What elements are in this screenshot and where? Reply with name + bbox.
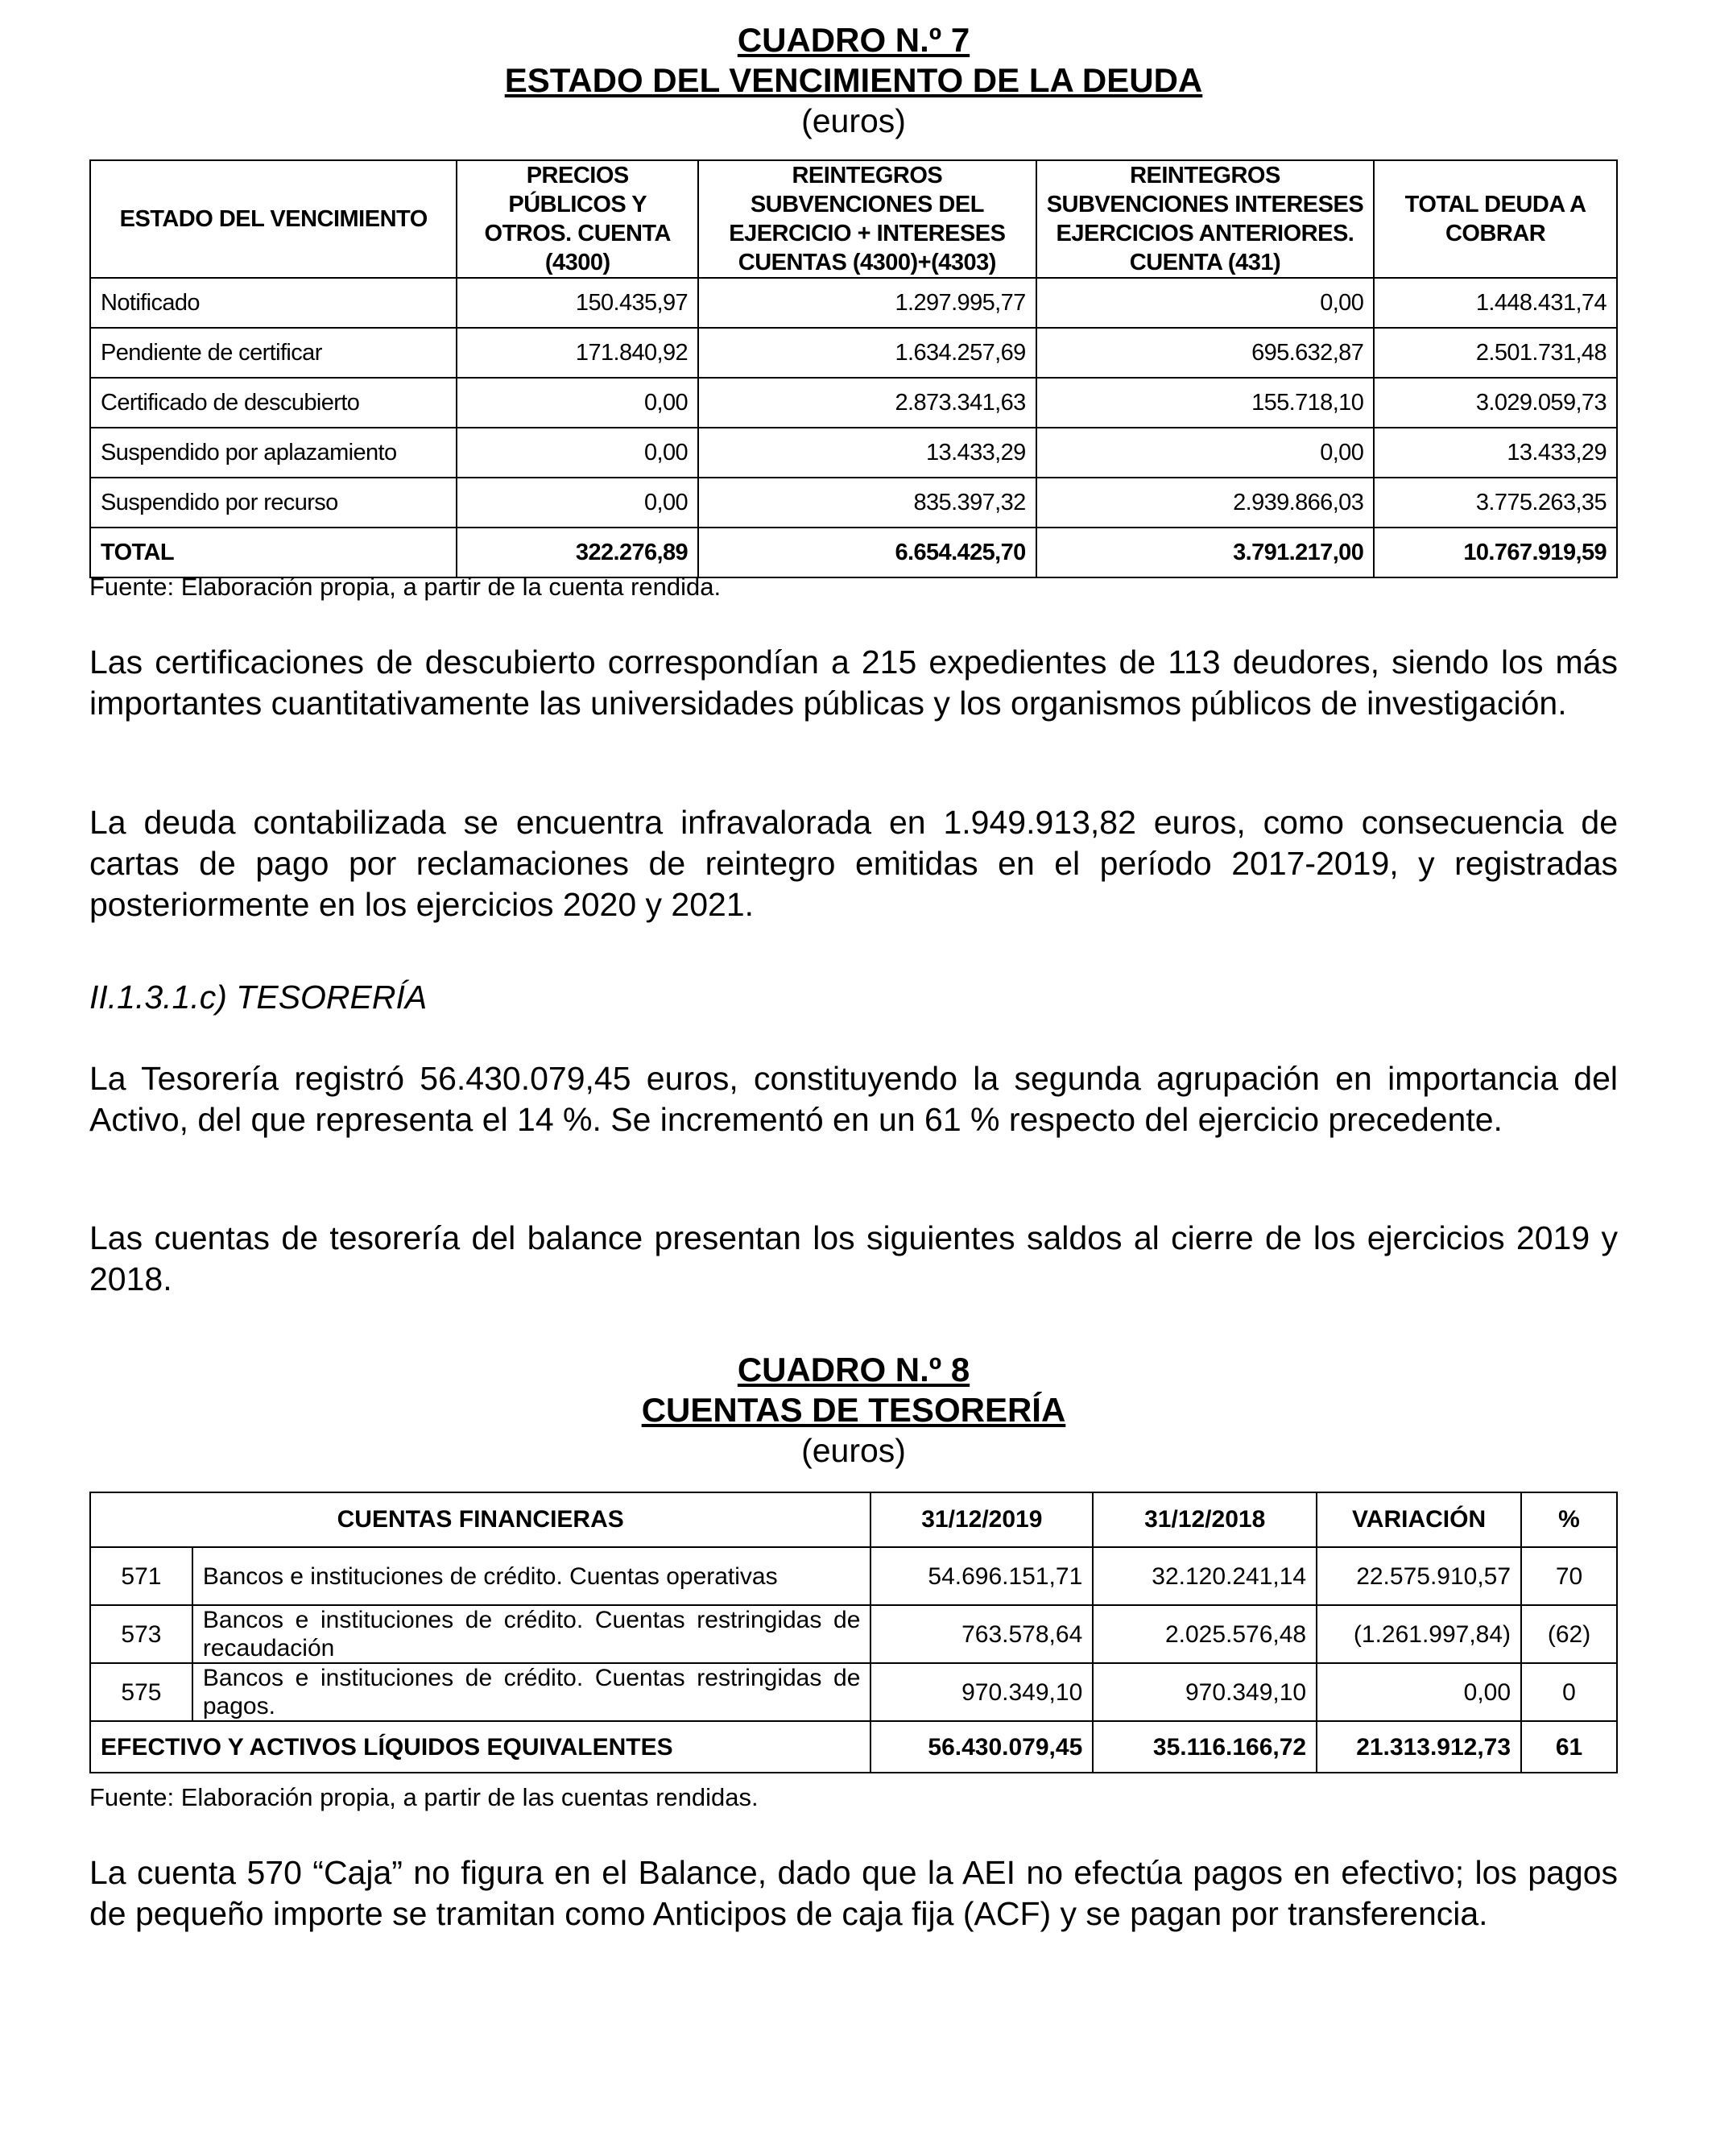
table-row: [90, 378, 1617, 428]
table-cell: 70: [1521, 1547, 1617, 1605]
table-cell: 155.718,10: [1036, 378, 1375, 428]
table-header-row: [90, 1492, 1617, 1547]
table-cell: (1.261.997,84): [1317, 1605, 1521, 1663]
row-label: Suspendido por aplazamiento: [90, 428, 457, 478]
table-cell: 22.575.910,57: [1317, 1547, 1521, 1605]
table-cell: 0,00: [1036, 428, 1375, 478]
total-row: [90, 1721, 1617, 1773]
table-cell: 21.313.912,73: [1317, 1721, 1521, 1773]
table-cell: 1.634.257,69: [698, 328, 1036, 378]
total-row: [90, 528, 1617, 577]
cuadro8-header: [89, 1350, 1618, 1471]
column-header: PRECIOS PÚBLICOS Y OTROS. CUENTA (4300): [457, 160, 698, 278]
row-label: EFECTIVO Y ACTIVOS LÍQUIDOS EQUIVALENTES: [90, 1721, 870, 1773]
paragraph: La Tesorería registró 56.430.079,45 euros, constituyendo la segunda agrupación en importancia del Activo, del que representa el 14 %. Se incrementó en un 61 % respecto del ejercicio precedente.: [89, 1060, 1618, 1138]
table-row: [90, 1547, 1617, 1605]
table-cell: 3.791.217,00: [1036, 528, 1375, 577]
cuadro7-source: Fuente: Elaboración propia, a partir de la cuenta rendida.: [89, 573, 722, 601]
table-cell: 0,00: [457, 428, 698, 478]
table-cell: 970.349,10: [870, 1663, 1093, 1721]
table-cell: 1.297.995,77: [698, 278, 1036, 328]
paragraph: La deuda contabilizada se encuentra infravalorada en 1.949.913,82 euros, como consecuencia de cartas de pago por reclamaciones de reintegro emitidas en el período 2017-2019, y registradas posteriormente en los ejercicios 2020 y 2021.: [89, 804, 1618, 923]
cuadro8-title: CUADRO N.º 8: [737, 1351, 970, 1388]
table-cell: 835.397,32: [698, 478, 1036, 528]
table-cell: (62): [1521, 1605, 1617, 1663]
table-cell: 13.433,29: [1374, 428, 1617, 478]
table-cell: 1.448.431,74: [1374, 278, 1617, 328]
table-row: [90, 1605, 1617, 1663]
section-heading: II.1.3.1.c) TESORERÍA: [89, 979, 428, 1016]
table-cell: 322.276,89: [457, 528, 698, 577]
table-row: [90, 478, 1617, 528]
column-header: ESTADO DEL VENCIMIENTO: [90, 160, 457, 278]
account-description: Bancos e instituciones de crédito. Cuentas restringidas de recaudación: [192, 1605, 871, 1663]
column-header: %: [1521, 1492, 1617, 1547]
treasury-accounts-table: [89, 1492, 1618, 1773]
table-cell: 2.501.731,48: [1374, 328, 1617, 378]
cuadro7-unit: (euros): [801, 102, 906, 139]
table-row: [90, 1663, 1617, 1721]
table-cell: 171.840,92: [457, 328, 698, 378]
table-cell: 3.029.059,73: [1374, 378, 1617, 428]
table-cell: 0,00: [457, 478, 698, 528]
column-header: VARIACIÓN: [1317, 1492, 1521, 1547]
table-row: [90, 428, 1617, 478]
account-code: 573: [90, 1605, 192, 1663]
table-cell: 61: [1521, 1721, 1617, 1773]
cuadro8-subtitle: CUENTAS DE TESORERÍA: [641, 1391, 1066, 1429]
cuadro8-source: Fuente: Elaboración propia, a partir de las cuentas rendidas.: [89, 1783, 759, 1811]
table-cell: 6.654.425,70: [698, 528, 1036, 577]
debt-maturity-table: [89, 159, 1618, 578]
column-header: 31/12/2019: [870, 1492, 1093, 1547]
table-cell: 763.578,64: [870, 1605, 1093, 1663]
row-label: Pendiente de certificar: [90, 328, 457, 378]
cuadro7-title: CUADRO N.º 7: [737, 21, 970, 59]
paragraph: Las certificaciones de descubierto correspondían a 215 expedientes de 113 deudores, siendo los más importantes cuantitativamente las universidades públicas y los organismos públicos de investigación.: [89, 643, 1618, 722]
table-cell: 54.696.151,71: [870, 1547, 1093, 1605]
table-cell: 0,00: [457, 378, 698, 428]
row-label: Certificado de descubierto: [90, 378, 457, 428]
table-row: [90, 278, 1617, 328]
table-cell: 2.873.341,63: [698, 378, 1036, 428]
table-cell: 13.433,29: [698, 428, 1036, 478]
cuadro7-subtitle: ESTADO DEL VENCIMIENTO DE LA DEUDA: [504, 61, 1203, 99]
column-header: 31/12/2018: [1093, 1492, 1317, 1547]
table-cell: 56.430.079,45: [870, 1721, 1093, 1773]
row-label: Notificado: [90, 278, 457, 328]
table-header-row: [90, 160, 1617, 278]
cuadro7-header: [89, 20, 1618, 141]
table-cell: 150.435,97: [457, 278, 698, 328]
table-cell: 0: [1521, 1663, 1617, 1721]
column-header: TOTAL DEUDA A COBRAR: [1374, 160, 1617, 278]
table-cell: 32.120.241,14: [1093, 1547, 1317, 1605]
table-cell: 695.632,87: [1036, 328, 1375, 378]
paragraph: La cuenta 570 “Caja” no figura en el Balance, dado que la AEI no efectúa pagos en efectivo; los pagos de pequeño importe se tramitan como Anticipos de caja fija (ACF) y se pagan por transferencia.: [89, 1854, 1618, 1932]
account-description: Bancos e instituciones de crédito. Cuentas operativas: [192, 1547, 871, 1605]
table-cell: 2.025.576,48: [1093, 1605, 1317, 1663]
table-cell: 970.349,10: [1093, 1663, 1317, 1721]
table-cell: 2.939.866,03: [1036, 478, 1375, 528]
table-cell: 0,00: [1036, 278, 1375, 328]
table-row: [90, 328, 1617, 378]
table-cell: 10.767.919,59: [1374, 528, 1617, 577]
paragraph: Las cuentas de tesorería del balance presentan los siguientes saldos al cierre de los ejercicios 2019 y 2018.: [89, 1219, 1618, 1297]
column-header: REINTEGROS SUBVENCIONES INTERESES EJERCICIOS ANTERIORES. CUENTA (431): [1036, 160, 1375, 278]
account-description: Bancos e instituciones de crédito. Cuentas restringidas de pagos.: [192, 1663, 871, 1721]
table-cell: 35.116.166,72: [1093, 1721, 1317, 1773]
row-label: TOTAL: [90, 528, 457, 577]
table-cell: 3.775.263,35: [1374, 478, 1617, 528]
row-label: Suspendido por recurso: [90, 478, 457, 528]
column-header: REINTEGROS SUBVENCIONES DEL EJERCICIO + INTERESES CUENTAS (4300)+(4303): [698, 160, 1036, 278]
column-header: CUENTAS FINANCIERAS: [90, 1492, 870, 1547]
account-code: 575: [90, 1663, 192, 1721]
table-cell: 0,00: [1317, 1663, 1521, 1721]
account-code: 571: [90, 1547, 192, 1605]
cuadro8-unit: (euros): [801, 1432, 906, 1469]
